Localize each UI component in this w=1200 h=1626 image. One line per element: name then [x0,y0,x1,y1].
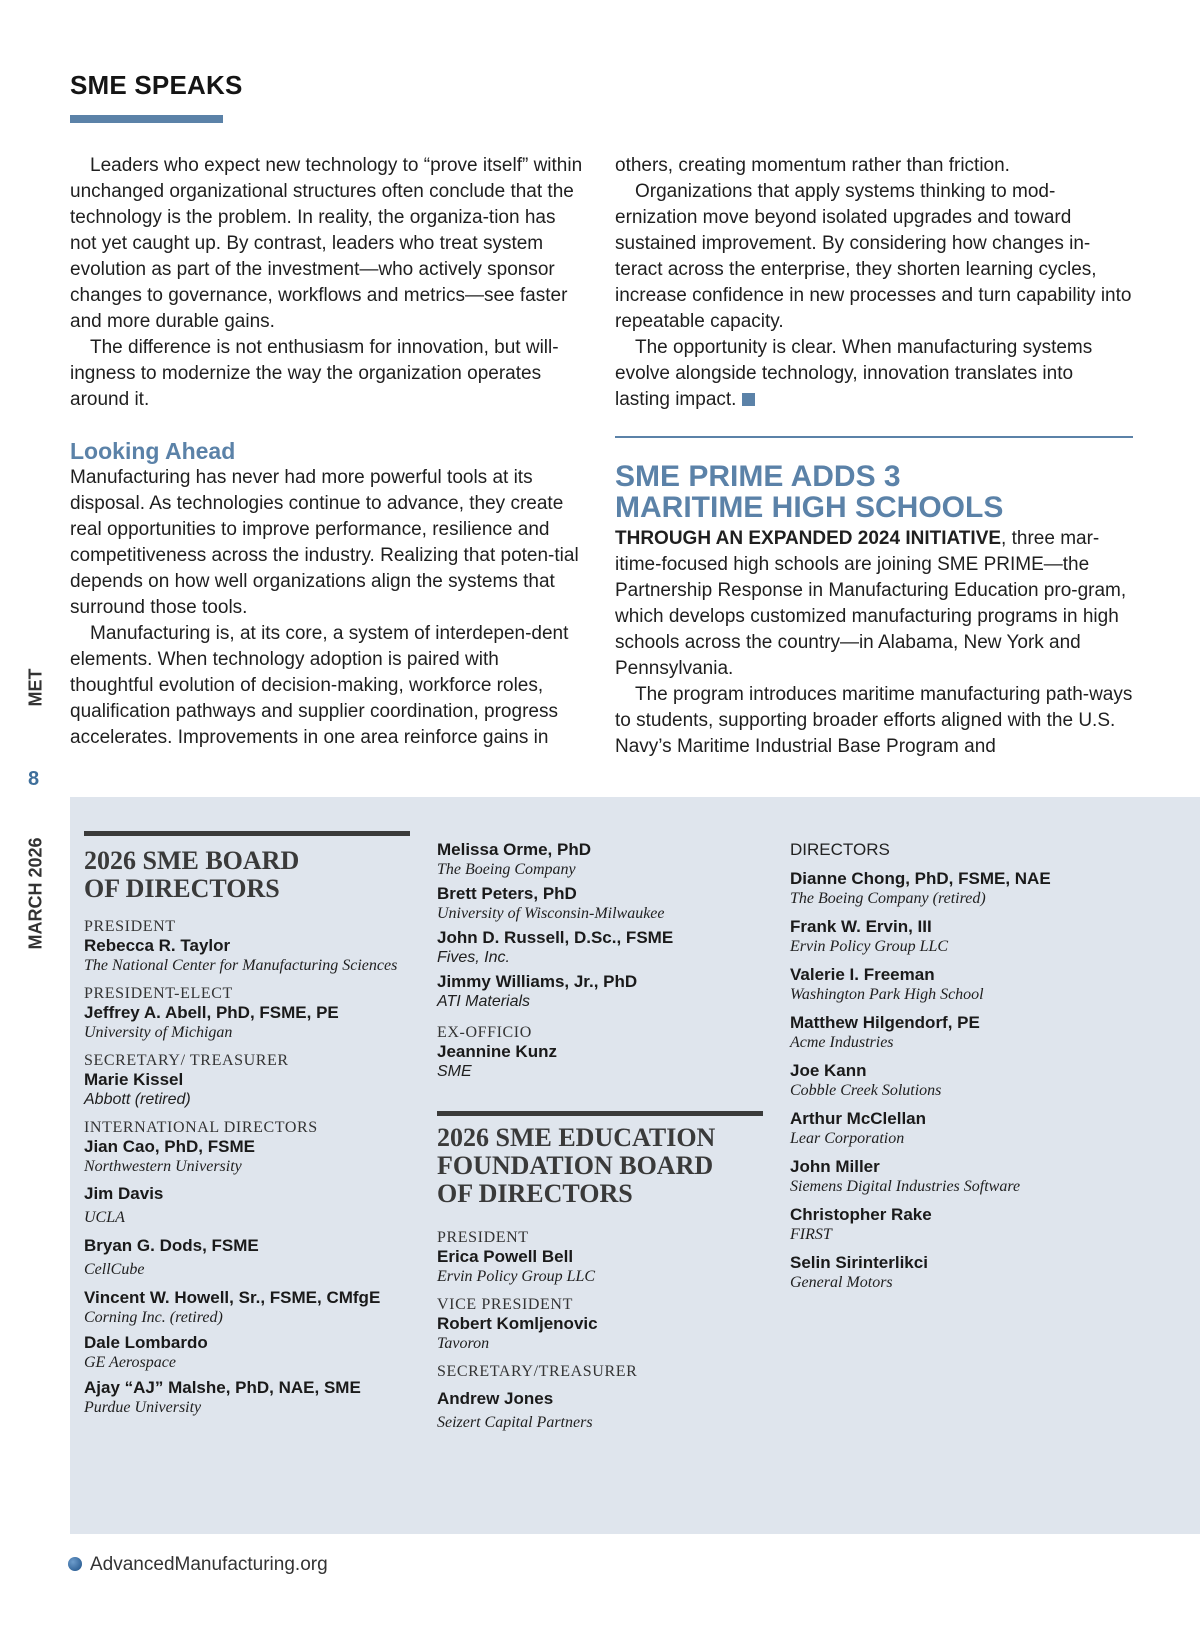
member-org: Corning Inc. (retired) [84,1309,223,1326]
member-entry [84,1333,424,1372]
issue-label: MARCH 2026 [25,837,46,950]
member-name: John D. Russell, D.Sc., FSME [437,928,674,947]
end-of-article-mark [742,393,755,406]
right-article-column [615,153,1133,413]
foundation-title-line: OF DIRECTORS [437,1179,633,1208]
paragraph-text: The opportunity is clear. When manufacturing systems evolve alongside technology, innovation translates into lasting impact. [615,337,1093,410]
role-label: INTERNATIONAL DIRECTORS [84,1119,318,1136]
member-name: Jian Cao, PhD, FSME [84,1137,255,1156]
member-name: Melissa Orme, PhD [437,840,592,859]
member-entry [84,1378,424,1417]
section-title: SME SPEAKS [70,70,243,100]
member-name: Dale Lombardo [84,1333,208,1352]
role-label: PRESIDENT [437,1229,529,1246]
member-entry [437,840,772,879]
member-org: Tavoron [437,1335,490,1352]
lead-text: , three mar-itime-focused high schools are joining SME PRIME—the Partnership Response in Manufacturing Education pro-gram, which develops customized manufacturing programs in high schools across the country—in Alabama, New York and Pennsylvania. [615,528,1127,679]
paragraph [615,335,1133,413]
member-name: Erica Powell Bell [437,1247,574,1266]
member-entry [790,1013,1120,1052]
foundation-title-line: FOUNDATION BOARD [437,1151,714,1180]
paragraph: The program introduces maritime manufacturing path-ways to students, supporting broader efforts aligned with the U.S. Navy’s Maritime Industrial Base Program and [615,684,1133,757]
member-org: The Boeing Company [437,861,576,878]
role-label: SECRETARY/ TREASURER [84,1052,289,1069]
member-entry [437,928,772,967]
member-org: The Boeing Company (retired) [790,890,986,907]
board-column-1 [84,831,424,1417]
member-name: Christopher Rake [790,1205,932,1224]
article-divider [615,436,1133,438]
paragraph: Manufacturing is, at its core, a system of interdepen-dent elements. When technology adoption is paired with thoughtful evolution of decision-making, workforce roles, qualification pathways and supplier coordination, progress accelerates. Improvements in one area reinforce gains in [70,623,569,748]
footer [68,1554,328,1576]
member-entry [437,972,772,1011]
member-entry [84,1288,424,1327]
member-org: Cobble Creek Solutions [790,1082,942,1099]
member-name: Ajay “AJ” Malshe, PhD, NAE, SME [84,1378,361,1397]
member-entry [790,869,1120,908]
member-entry [790,1109,1120,1148]
member-name: Joe Kann [790,1061,867,1080]
title-underline [70,115,223,123]
board-column-2 [437,840,772,1432]
board-title-line: 2026 SME BOARD [84,846,300,875]
lead-in: THROUGH AN EXPANDED 2024 INITIATIVE [615,528,1002,549]
member-org: Abbott (retired) [84,1091,191,1108]
board-column-3 [790,840,1120,1292]
member-name: Valerie I. Freeman [790,965,935,984]
paragraph: Manufacturing has never had more powerful tools at its disposal. As technologies continue to advance, they create real opportunities to improve performance, resilience and competitiveness across the industry. Realizing that poten-tial depends on how well organizations align the systems that surround those tools. [70,467,579,618]
role-label: SECRETARY/TREASURER [437,1363,638,1380]
member-name: Robert Komljenovic [437,1314,598,1333]
role-label: PRESIDENT [84,918,176,935]
member-org: ATI Materials [437,993,531,1010]
member-name: Marie Kissel [84,1070,184,1089]
member-org: The National Center for Manufacturing Sciences [84,957,398,974]
member-name: Dianne Chong, PhD, FSME, NAE [790,869,1051,888]
member-name: Bryan G. Dods, FSME [84,1236,259,1255]
member-org: Fives, Inc. [437,949,510,966]
member-name: Jim Davis [84,1184,164,1203]
paragraph: Leaders who expect new technology to “prove itself” within unchanged organizational structures often conclude that the technology is the problem. In reality, the organiza-tion has not yet caught up. By contrast, leaders who treat system evolution as part of the investment—who actively sponsor changes to governance, workflows and metrics—see faster and more durable gains. [70,155,583,332]
member-org: General Motors [790,1274,893,1291]
member-org: Siemens Digital Industries Software [790,1178,1021,1195]
board-of-directors-box [70,797,1200,1534]
member-org: GE Aerospace [84,1354,176,1371]
website-link[interactable]: AdvancedManufacturing.org [90,1554,328,1575]
member-name: Andrew Jones [437,1389,554,1408]
member-org: Northwestern University [84,1158,242,1175]
member-entry [790,1157,1120,1196]
member-name: Vincent W. Howell, Sr., FSME, CMfgE [84,1288,381,1307]
member-entry [84,1236,424,1279]
member-entry [790,1205,1120,1244]
role-label: VICE PRESIDENT [437,1296,573,1313]
page-number: 8 [28,768,40,790]
member-org: University of Wisconsin-Milwaukee [437,905,665,922]
role-label: DIRECTORS [790,840,890,859]
magazine-label: MET [25,668,46,707]
role-label: PRESIDENT-ELECT [84,985,233,1002]
member-org: Washington Park High School [790,986,984,1003]
paragraph: Organizations that apply systems thinking to mod-ernization move beyond isolated upgrades and toward sustained improvement. By considering how changes in-teract across the enterprise, they shorten learning cycles, increase confidence in new processes and turn capability into repeatable capacity. [615,181,1132,332]
news-brief [615,461,1133,760]
lead-paragraph [615,526,1133,682]
member-org: CellCube [84,1261,145,1278]
section-rule [437,1111,763,1116]
member-name: Arthur McClellan [790,1109,927,1128]
member-entry [790,1061,1120,1100]
member-org: Acme Industries [790,1034,894,1051]
member-name: Matthew Hilgendorf, PE [790,1013,980,1032]
subheading: Looking Ahead [70,438,236,464]
member-entry [84,1184,424,1227]
member-org: University of Michigan [84,1024,233,1041]
member-name: John Miller [790,1157,880,1176]
member-entry [790,1253,1120,1292]
section-rule [84,831,410,836]
board-title-line: OF DIRECTORS [84,874,280,903]
member-entry [84,1137,424,1176]
member-name: Selin Sirinterlikci [790,1253,928,1272]
member-org: SME [437,1063,472,1080]
left-article-column [70,153,585,751]
member-name: Jeffrey A. Abell, PhD, FSME, PE [84,1003,339,1022]
headline-line: SME PRIME ADDS 3 [615,460,901,493]
headline-line: MARITIME HIGH SCHOOLS [615,491,1004,524]
paragraph: others, creating momentum rather than friction. [615,155,1010,176]
member-org: FIRST [790,1226,832,1243]
member-entry [437,884,772,923]
member-entry [790,965,1120,1004]
foundation-title-line: 2026 SME EDUCATION [437,1123,716,1152]
member-name: Frank W. Ervin, III [790,917,932,936]
member-org: Seizert Capital Partners [437,1414,593,1431]
role-label: EX-OFFICIO [437,1024,532,1041]
globe-icon [68,1557,82,1571]
member-org: UCLA [84,1209,125,1226]
member-entry [790,917,1120,956]
member-org: Lear Corporation [790,1130,905,1147]
member-name: Brett Peters, PhD [437,884,577,903]
member-org: Ervin Policy Group LLC [437,1268,596,1285]
member-org: Purdue University [84,1399,202,1416]
member-name: Jimmy Williams, Jr., PhD [437,972,638,991]
member-name: Jeannine Kunz [437,1042,557,1061]
member-org: Ervin Policy Group LLC [790,938,949,955]
member-name: Rebecca R. Taylor [84,936,231,955]
paragraph: The difference is not enthusiasm for innovation, but will-ingness to modernize the way the organization operates around it. [70,337,559,410]
